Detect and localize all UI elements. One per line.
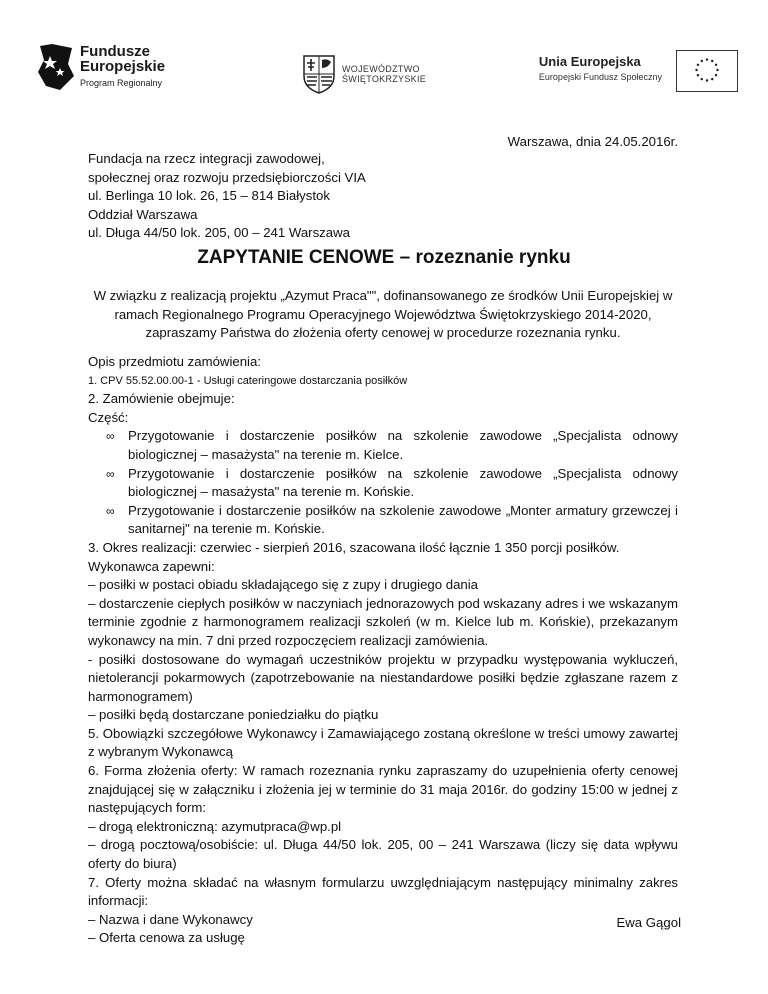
coat-of-arms-icon: [302, 54, 336, 94]
bullet-text: Przygotowanie i dostarczenie posiłków na szkolenie zawodowe „Monter armatury grzewczej i sanitarnej" na terenie m. Końskie.: [128, 502, 678, 537]
offer-info-line: – Nazwa i dane Wykonawcy: [88, 911, 253, 927]
signature: Ewa Gągol: [616, 915, 681, 930]
opis-heading: Opis przedmiotu zamówienia:: [88, 354, 261, 369]
address-line: Fundacja na rzecz integracji zawodowej,: [88, 151, 325, 166]
sender-address: [88, 150, 678, 243]
offer-form-line: – drogą pocztową/osobiście: ul. Długa 44/50 lok. 205, 00 – 241 Warszawa (liczy się data wpływu oferty do biura): [88, 837, 678, 872]
obligations-item: 5. Obowiązki szczegółowe Wykonawcy i Zamawiającego zostaną określone w treści umowy zawartej z wybranym Wykonawcą: [88, 725, 678, 760]
ws-logo-line2: ŚWIĘTOKRZYSKIE: [342, 74, 427, 84]
ue-logo-line2: Europejski Fundusz Społeczny: [538, 72, 662, 82]
list-item: [106, 465, 678, 502]
ue-logo-line1: Unia Europejska: [538, 54, 641, 69]
provision-line: – posiłki w postaci obiadu składającego się z zupy i drugiego dania: [88, 577, 479, 593]
infinity-bullet-icon: ∞: [106, 466, 115, 481]
eu-flag-icon: [676, 50, 738, 92]
offer-form-item: 6. Forma złożenia oferty: W ramach rozeznania rynku zapraszamy do uzupełnienia oferty cenowej znajdującej się w załączniku i złożenia jej w terminie do 31 maja 2016r. do godziny 15:00 w jednej z następujących form:: [88, 763, 678, 816]
scope-item: 2. Zamówienie obejmuje:: [88, 391, 235, 407]
infinity-bullet-icon: ∞: [106, 503, 115, 518]
fe-logo-line3: Program Regionalny: [80, 78, 163, 88]
infinity-bullet-icon: ∞: [106, 429, 115, 444]
bullet-text: Przygotowanie i dostarczenie posiłków na szkolenie zawodowe „Specjalista odnowy biologicznej – masażysta" na terenie m. Kielce.: [128, 428, 678, 462]
bullet-text: Przygotowanie i dostarczenie posiłków na szkolenie zawodowe „Specjalista odnowy biologicznej – masażysta" na terenie m. Końskie.: [128, 465, 678, 500]
address-line: Oddział Warszawa: [88, 206, 198, 222]
fundusze-star-icon: [38, 44, 74, 90]
cpv-item: 1. CPV 55.52.00.00-1 - Usługi cateringowe dostarczania posiłków: [88, 374, 408, 387]
offer-content-item: 7. Oferty można składać na własnym formularzu uwzględniającym następujący minimalny zakres informacji:: [88, 874, 678, 909]
period-item: 3. Okres realizacji: czerwiec - sierpień 2016, szacowana ilość łącznie 1 350 porcji posiłków.: [88, 539, 620, 555]
list-item: [106, 427, 678, 464]
unia-europejska-logo: [539, 50, 738, 92]
document-date: Warszawa, dnia 24.05.2016r.: [507, 134, 678, 149]
provision-line: - posiłki dostosowane do wymagań uczestników projektu w przypadku występowania wykluczeń, nietolerancji pokarmowych (zapotrzebowanie na niestandardowe posiłki będzie zgłaszane razem z harmonogramem): [88, 651, 678, 704]
fe-logo-line1: Fundusze: [80, 43, 150, 60]
page-header: [38, 36, 738, 106]
provision-line: – dostarczenie ciepłych posiłków w naczyniach jednorazowych pod wskazany adres i we wskazanym terminie zgodnie z harmonogramem realizacji szkoleń (w m. Kielce lub m. Końskie), przekazanym wykonawcy na min. 7 dni przed rozpoczęciem realizacji zamówienia.: [88, 595, 678, 648]
document-title: ZAPYTANIE CENOWE – rozeznanie rynku: [197, 247, 571, 268]
wojewodztwo-logo: [302, 54, 426, 94]
intro-paragraph: W związku z realizacją projektu „Azymut Praca"", dofinansowanego ze środków Unii Europejskiej w ramach Regionalnego Programu Operacyjnego Województwa Świętokrzyskiego 2014-2020, zapraszamy Państwa do złożenia oferty cenowej w procedurze rozeznania rynku.: [93, 288, 673, 341]
contractor-provides: Wykonawca zapewni:: [88, 558, 215, 574]
czesc-label: Część:: [88, 409, 129, 425]
address-line: społecznej oraz rozwoju przedsiębiorczości VIA: [88, 169, 366, 185]
list-item: [106, 502, 678, 539]
offer-info-line: – Oferta cenowa za usługę: [88, 930, 245, 946]
address-line: ul. Berlinga 10 lok. 26, 15 – 814 Białystok: [88, 188, 330, 204]
document-body: [88, 353, 678, 948]
fundusze-europejskie-logo: [38, 44, 165, 91]
fe-logo-line2: Europejskie: [80, 58, 166, 75]
address-line: ul. Długa 44/50 lok. 205, 00 – 241 Warszawa: [88, 225, 350, 241]
provision-line: – posiłki będą dostarczane poniedziałku do piątku: [88, 707, 379, 723]
ws-logo-line1: WOJEWÓDZTWO: [342, 64, 420, 74]
offer-form-line: – drogą elektroniczną: azymutpraca@wp.pl: [88, 818, 342, 834]
